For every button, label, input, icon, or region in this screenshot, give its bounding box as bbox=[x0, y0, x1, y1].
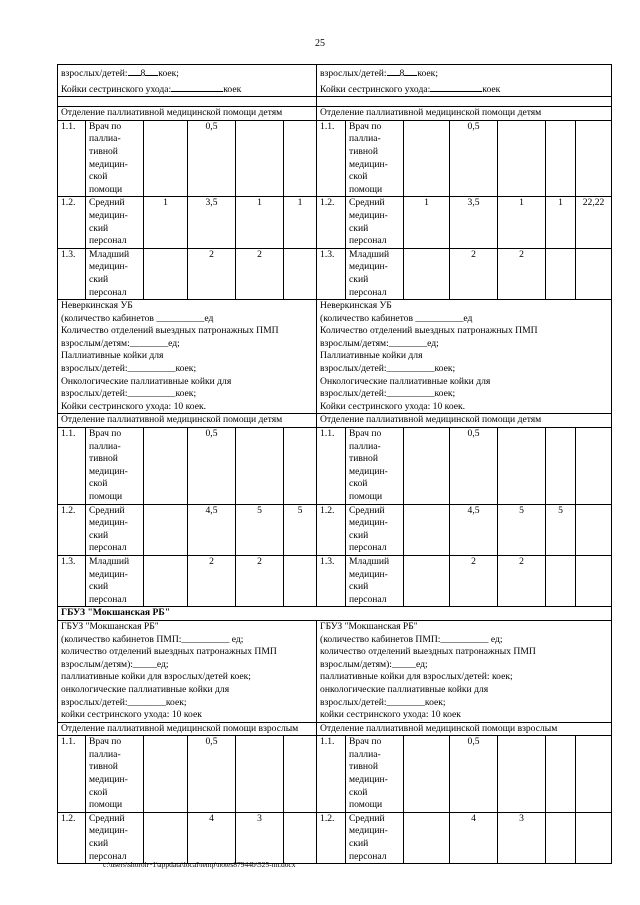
department-row bbox=[58, 722, 612, 736]
cell-value bbox=[576, 120, 612, 197]
cell-value bbox=[546, 248, 576, 299]
cell-value bbox=[284, 120, 317, 197]
institution-info: ГБУЗ "Мокшанская РБ" (количество кабинетов ПМП:__________ ед; количество отделений выездных патронажных ПМП взрослым/детям):_____ед; паллиативные койки для взрослых/детей: коек; онкологические паллиативные койки для взрослых/детей:________коек; койки сестринского ухода: 10 коек bbox=[317, 620, 612, 722]
beds-label: взрослых/детей: bbox=[320, 68, 387, 79]
cell-value: 1 bbox=[236, 197, 284, 248]
beds-left-cell bbox=[58, 65, 317, 97]
cell-value: 2 bbox=[450, 555, 498, 606]
department-row bbox=[58, 414, 612, 428]
position-name: Врач по паллиа- тивной медицин- ской помощи bbox=[346, 736, 404, 813]
position-name: Средний медицин- ский персонал bbox=[86, 504, 144, 555]
institution-row bbox=[58, 300, 612, 414]
cell-value: 0,5 bbox=[450, 428, 498, 505]
cell-value bbox=[144, 812, 188, 863]
cell-value bbox=[284, 812, 317, 863]
cell-value bbox=[404, 812, 450, 863]
cell-value bbox=[576, 555, 612, 606]
position-name: Младший медицин- ский персонал bbox=[346, 555, 404, 606]
cell-value: 2 bbox=[450, 248, 498, 299]
table-row bbox=[58, 736, 612, 813]
table-row bbox=[58, 120, 612, 197]
table-row bbox=[58, 812, 612, 863]
cell-value bbox=[576, 428, 612, 505]
cell-value bbox=[546, 736, 576, 813]
staffing-table bbox=[57, 64, 612, 864]
row-number: 1.3. bbox=[58, 555, 86, 606]
cell-value: 3,5 bbox=[188, 197, 236, 248]
position-name: Средний медицин- ский персонал bbox=[86, 197, 144, 248]
cell-value bbox=[404, 428, 450, 505]
cell-value: 2 bbox=[188, 248, 236, 299]
row-number: 1.3. bbox=[317, 555, 346, 606]
cell-value bbox=[144, 504, 188, 555]
cell-value bbox=[404, 736, 450, 813]
institution-info: ГБУЗ "Мокшанская РБ" (количество кабинетов ПМП:__________ ед; количество отделений выездных патронажных ПМП взрослым/детям):_____ед; паллиативные койки для взрослых/детей коек; онкологические паллиативные койки для взрослых/детей:________коек; койки сестринского ухода: 10 коек bbox=[58, 620, 317, 722]
beds-unit: коек; bbox=[158, 68, 179, 79]
cell-value: 5 bbox=[498, 504, 546, 555]
cell-value bbox=[284, 428, 317, 505]
cell-value bbox=[546, 555, 576, 606]
cell-value: 1 bbox=[546, 197, 576, 248]
position-name: Младший медицин- ский персонал bbox=[86, 248, 144, 299]
cell-value: 3,5 bbox=[450, 197, 498, 248]
cell-value bbox=[498, 120, 546, 197]
cell-value: 1 bbox=[498, 197, 546, 248]
position-name: Врач по паллиа- тивной медицин- ской помощи bbox=[346, 120, 404, 197]
cell-value: 2 bbox=[498, 555, 546, 606]
position-name: Средний медицин- ский персонал bbox=[346, 197, 404, 248]
cell-value bbox=[284, 736, 317, 813]
position-name: Средний медицин- ский персонал bbox=[86, 812, 144, 863]
cell-value: 3 bbox=[236, 812, 284, 863]
cell-value: 1 bbox=[144, 197, 188, 248]
position-name: Средний медицин- ский персонал bbox=[346, 812, 404, 863]
page-number: 25 bbox=[315, 38, 325, 49]
cell-value bbox=[144, 248, 188, 299]
institution-info: Неверкинская УБ (количество кабинетов __________ед Количество отделений выездных патронажных ПМП взрослым/детям:________ед; Паллиативные койки для взрослых/детей:__________коек; Онкологические паллиативные койки для взрослых/детей:__________коек; Койки сестринского ухода: 10 коек. bbox=[317, 300, 612, 414]
cell-value bbox=[498, 428, 546, 505]
cell-value bbox=[576, 812, 612, 863]
beds-unit: коек; bbox=[417, 68, 439, 79]
institution-header: ГБУЗ "Мокшанская РБ" bbox=[58, 607, 612, 621]
row-number: 1.1. bbox=[58, 736, 86, 813]
department-title: Отделение паллиативной медицинской помощи взрослым bbox=[58, 722, 317, 736]
cell-value: 4 bbox=[450, 812, 498, 863]
table-row bbox=[58, 248, 612, 299]
row-number: 1.2. bbox=[58, 197, 86, 248]
cell-value: 22,22 bbox=[576, 197, 612, 248]
row-number: 1.3. bbox=[58, 248, 86, 299]
row-number: 1.1. bbox=[317, 428, 346, 505]
position-name: Средний медицин- ский персонал bbox=[346, 504, 404, 555]
row-number: 1.1. bbox=[58, 120, 86, 197]
cell-value bbox=[576, 736, 612, 813]
cell-value: 2 bbox=[236, 248, 284, 299]
row-number: 1.2. bbox=[317, 812, 346, 863]
cell-value: 0,5 bbox=[188, 736, 236, 813]
cell-value bbox=[576, 504, 612, 555]
cell-value bbox=[404, 248, 450, 299]
cell-value bbox=[546, 812, 576, 863]
cell-value: 5 bbox=[284, 504, 317, 555]
department-title: Отделение паллиативной медицинской помощи детям bbox=[317, 414, 612, 428]
nursing-beds-unit: коек bbox=[223, 83, 242, 95]
cell-value bbox=[144, 736, 188, 813]
row-number: 1.2. bbox=[317, 504, 346, 555]
row-number: 1.1. bbox=[317, 736, 346, 813]
cell-value bbox=[576, 248, 612, 299]
row-number: 1.2. bbox=[317, 197, 346, 248]
cell-value: 0,5 bbox=[188, 428, 236, 505]
beds-value: 8 bbox=[140, 68, 146, 79]
cell-value: 1 bbox=[404, 197, 450, 248]
cell-value bbox=[498, 736, 546, 813]
position-name: Младший медицин- ский персонал bbox=[346, 248, 404, 299]
beds-label: взрослых/детей: bbox=[61, 68, 128, 79]
cell-value bbox=[236, 736, 284, 813]
row-number: 1.3. bbox=[317, 248, 346, 299]
cell-value bbox=[546, 428, 576, 505]
beds-value: 8 bbox=[399, 68, 405, 79]
cell-value: 2 bbox=[498, 248, 546, 299]
table-row bbox=[58, 197, 612, 248]
beds-right-cell bbox=[317, 65, 612, 97]
row-number: 1.1. bbox=[317, 120, 346, 197]
cell-value: 4,5 bbox=[450, 504, 498, 555]
footer-file-path: c:\users\shoroh~1\appdata\local\temp\notes87944b\525-nn.docx bbox=[103, 860, 296, 869]
cell-value bbox=[236, 120, 284, 197]
institution-info: Неверкинская УБ (количество кабинетов __________ед Количество отделений выездных патронажных ПМП взрослым/детям:________ед; Паллиативные койки для взрослых/детей:__________коек; Онкологические паллиативные койки для взрослых/детей:__________коек; Койки сестринского ухода: 10 коек. bbox=[58, 300, 317, 414]
position-name: Врач по паллиа- тивной медицин- ской помощи bbox=[86, 736, 144, 813]
cell-value bbox=[236, 428, 284, 505]
cell-value: 4 bbox=[188, 812, 236, 863]
spacer-row bbox=[58, 97, 612, 107]
cell-value: 0,5 bbox=[188, 120, 236, 197]
row-number: 1.2. bbox=[58, 812, 86, 863]
cell-value bbox=[546, 120, 576, 197]
cell-value: 1 bbox=[284, 197, 317, 248]
cell-value: 0,5 bbox=[450, 736, 498, 813]
position-name: Младший медицин- ский персонал bbox=[86, 555, 144, 606]
cell-value bbox=[284, 248, 317, 299]
cell-value bbox=[144, 555, 188, 606]
row-number: 1.2. bbox=[58, 504, 86, 555]
cell-value: 2 bbox=[188, 555, 236, 606]
table-row bbox=[58, 504, 612, 555]
cell-value bbox=[404, 120, 450, 197]
position-name: Врач по паллиа- тивной медицин- ской помощи bbox=[346, 428, 404, 505]
position-name: Врач по паллиа- тивной медицин- ской помощи bbox=[86, 120, 144, 197]
cell-value: 5 bbox=[236, 504, 284, 555]
cell-value: 3 bbox=[498, 812, 546, 863]
cell-value: 2 bbox=[236, 555, 284, 606]
department-row bbox=[58, 107, 612, 121]
cell-value: 0,5 bbox=[450, 120, 498, 197]
cell-value bbox=[144, 120, 188, 197]
cell-value bbox=[284, 555, 317, 606]
department-title: Отделение паллиативной медицинской помощи детям bbox=[58, 414, 317, 428]
nursing-beds-unit: коек bbox=[482, 83, 501, 95]
row-number: 1.1. bbox=[58, 428, 86, 505]
position-name: Врач по паллиа- тивной медицин- ской помощи bbox=[86, 428, 144, 505]
department-title: Отделение паллиативной медицинской помощи детям bbox=[317, 107, 612, 121]
nursing-beds-label: Койки сестринского ухода: bbox=[320, 83, 431, 95]
department-title: Отделение паллиативной медицинской помощи взрослым bbox=[317, 722, 612, 736]
cell-value: 4,5 bbox=[188, 504, 236, 555]
cell-value bbox=[144, 428, 188, 505]
table-row bbox=[58, 428, 612, 505]
cell-value bbox=[404, 555, 450, 606]
cell-value: 5 bbox=[546, 504, 576, 555]
table-row bbox=[58, 555, 612, 606]
institution-header-row bbox=[58, 607, 612, 621]
beds-row bbox=[58, 65, 612, 97]
nursing-beds-label: Койки сестринского ухода: bbox=[61, 83, 172, 95]
cell-value bbox=[404, 504, 450, 555]
department-title: Отделение паллиативной медицинской помощи детям bbox=[58, 107, 317, 121]
institution-row bbox=[58, 620, 612, 722]
